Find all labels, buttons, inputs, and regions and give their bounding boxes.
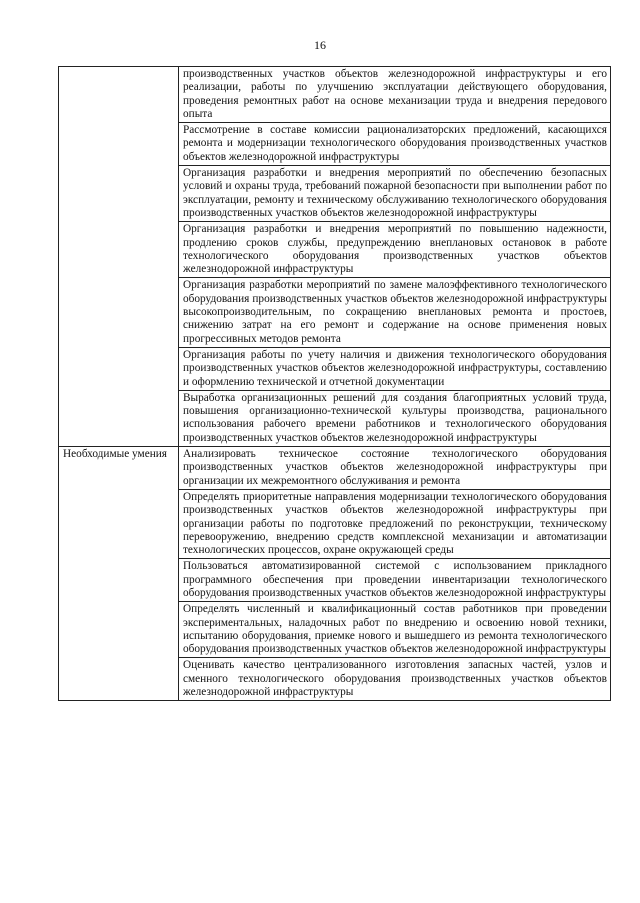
row-label-empty	[59, 67, 179, 447]
labor-action-text: Организация разработки мероприятий по замене малоэффективного технологического оборудования производственных участков объектов железнодорожной инфраструктуры высокопроизводительным, по сокращению внеплановых ремонта и простоев, снижению затрат на его ремонт и содержание на основе применения новых прогрессивных методов ремонта	[179, 278, 611, 347]
labor-action-text: Рассмотрение в составе комиссии рационализаторских предложений, касающихся ремонта и модернизации технологического оборудования производственных участков объектов железнодорожной инфраструктуры	[179, 123, 611, 166]
skill-text: Анализировать техническое состояние технологического оборудования производственных участков объектов железнодорожной инфраструктуры при организации их межремонтного обслуживания и ремонта	[179, 447, 611, 490]
labor-action-text: Организация работы по учету наличия и движения технологического оборудования производственных участков объектов железнодорожной инфраструктуры, составлению и оформлению технической и отчетной документации	[179, 347, 611, 390]
labor-action-text: Организация разработки и внедрения мероприятий по повышению надежности, продлению сроков службы, предупреждению внеплановых остановок в работе технологического оборудования производственных участков объектов железнодорожной инфраструктуры	[179, 222, 611, 278]
skill-text: Пользоваться автоматизированной системой с использованием прикладного программного обеспечения при проведении инвентаризации технологического оборудования производственных участков объектов железнодорожной инфраструктуры	[179, 559, 611, 602]
skill-text: Оценивать качество централизованного изготовления запасных частей, узлов и сменного технологического оборудования производственных участков объектов железнодорожной инфраструктуры	[179, 658, 611, 701]
skill-text: Определять приоритетные направления модернизации технологического оборудования производственных участков объектов железнодорожной инфраструктуры при организации работы по подготовке предложений по реконструкции, техническому перевооружению, внедрению средств комплексной механизации и автоматизации технологических процессов, охране окружающей среды	[179, 489, 611, 558]
skill-text: Определять численный и квалификационный состав работников при проведении экспериментальных, наладочных работ по внедрению и освоению новой техники, испытанию оборудования, приемке нового и вышедшего из ремонта технологического оборудования производственных участков объектов железнодорожной инфраструктуры	[179, 602, 611, 658]
row-label-required-skills: Необходимые умения	[59, 447, 179, 701]
table-row	[59, 447, 611, 490]
page-number: 16	[314, 38, 326, 52]
labor-action-text: производственных участков объектов железнодорожной инфраструктуры и его реализации, работы по улучшению эксплуатации действующего оборудования, проведения ремонтных работ на основе механизации труда и внедрения передового опыта	[179, 67, 611, 123]
table-row	[59, 67, 611, 123]
labor-action-text: Организация разработки и внедрения мероприятий по обеспечению безопасных условий и охраны труда, требований пожарной безопасности при выполнении работ по эксплуатации, ремонту и техническому обслуживанию технологического оборудования производственных участков объектов железнодорожной инфраструктуры	[179, 166, 611, 222]
labor-action-text: Выработка организационных решений для создания благоприятных условий труда, повышения организационно-технической культуры производства, рационального использования рабочего времени работников и технологического оборудования производственных участков объектов железнодорожной инфраструктуры	[179, 390, 611, 446]
competency-table	[58, 66, 611, 701]
